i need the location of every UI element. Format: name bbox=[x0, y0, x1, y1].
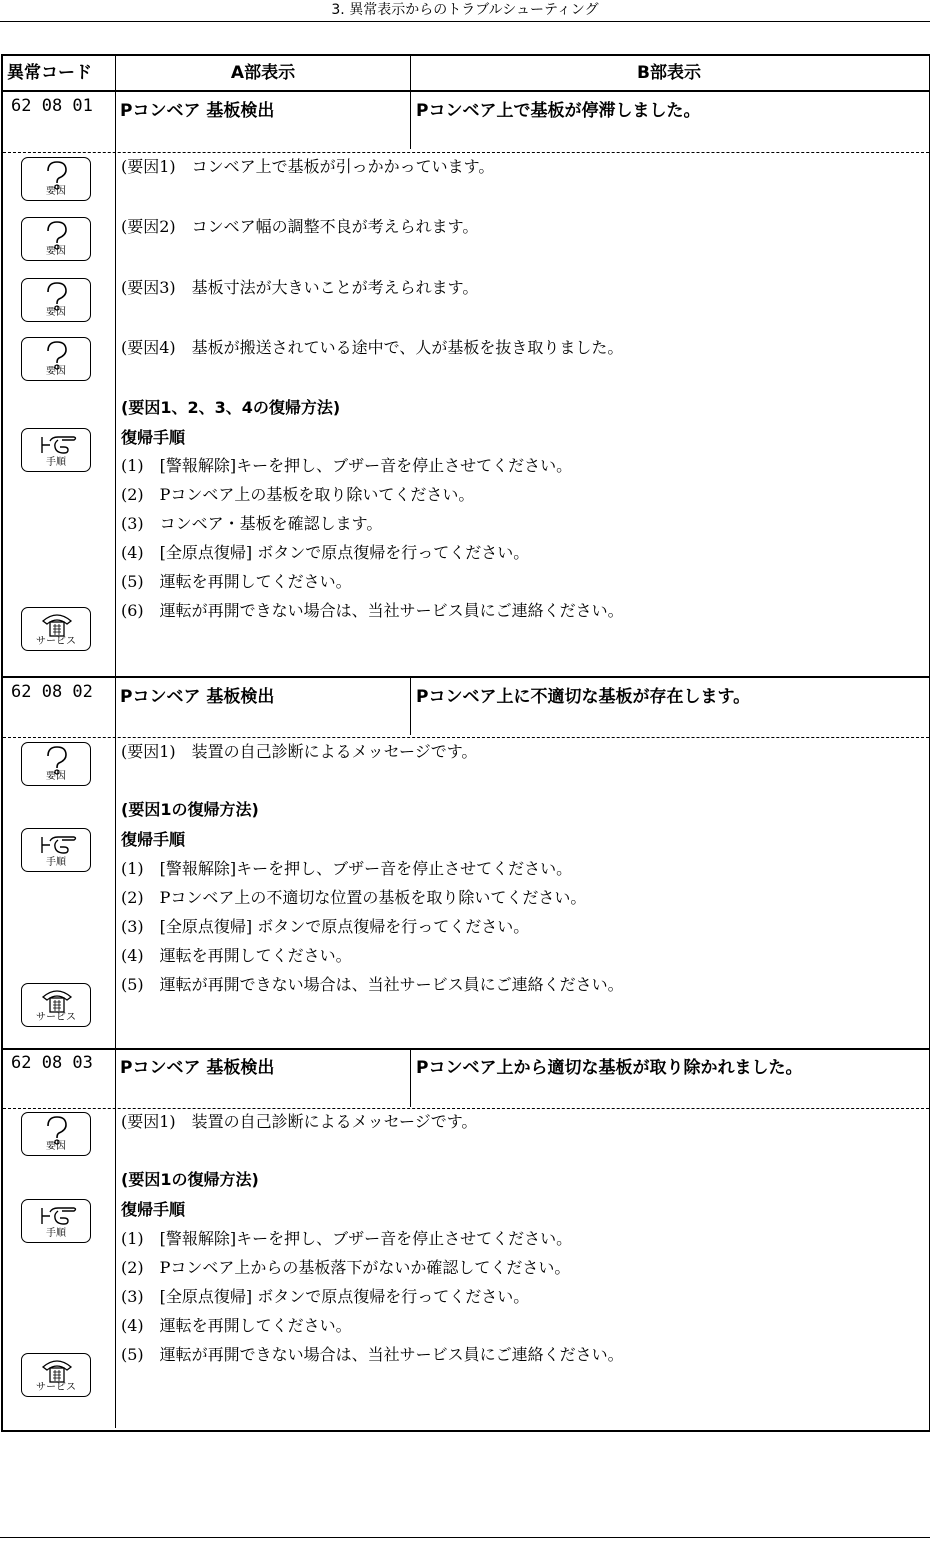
col-divider-2-row2 bbox=[410, 678, 411, 735]
row3-step-3: (3) [全原点復帰] ボタンで原点復帰を行ってください。 bbox=[121, 1287, 530, 1306]
cause-icon bbox=[21, 157, 91, 201]
procedure-icon bbox=[21, 828, 91, 872]
cause-icon bbox=[21, 337, 91, 381]
service-icon-label: サービス bbox=[36, 1382, 76, 1393]
row1-step-4: (4) [全原点復帰] ボタンで原点復帰を行ってください。 bbox=[121, 543, 530, 562]
row3-recovery-heading: (要因1の復帰方法) bbox=[121, 1170, 259, 1189]
cause-icon-label: 要因 bbox=[46, 307, 66, 318]
row2-code: 62 08 02 bbox=[11, 682, 93, 702]
row1-a-display: Pコンベア 基板検出 bbox=[120, 101, 275, 121]
row2-step-1: (1) [警報解除]キーを押し、ブザー音を停止させてください。 bbox=[121, 859, 573, 878]
procedure-icon bbox=[21, 428, 91, 472]
row3-step-5: (5) 運転が再開できない場合は、当社サービス員にご連絡ください。 bbox=[121, 1345, 624, 1364]
procedure-icon-label: 手順 bbox=[46, 1228, 66, 1239]
row3-b-display: Pコンベア上から適切な基板が取り除かれました。 bbox=[416, 1058, 803, 1078]
row3-cause-1: (要因1) 装置の自己診断によるメッセージです。 bbox=[121, 1112, 478, 1131]
trouble-table bbox=[1, 54, 930, 1432]
row3-step-2: (2) Pコンベア上からの基板落下がないか確認してください。 bbox=[121, 1258, 571, 1277]
row2-steps-heading: 復帰手順 bbox=[121, 830, 186, 849]
cause-icon-label: 要因 bbox=[46, 1141, 66, 1152]
cause-icon-label: 要因 bbox=[46, 186, 66, 197]
row2-recovery-heading: (要因1の復帰方法) bbox=[121, 800, 259, 819]
row3-code: 62 08 03 bbox=[11, 1053, 93, 1073]
row1-step-6: (6) 運転が再開できない場合は、当社サービス員にご連絡ください。 bbox=[121, 601, 624, 620]
col-divider-2-row3 bbox=[410, 1050, 411, 1107]
row3-steps-heading: 復帰手順 bbox=[121, 1200, 186, 1219]
header-code: 異常コード bbox=[7, 63, 92, 83]
row3-a-display: Pコンベア 基板検出 bbox=[120, 1058, 275, 1078]
row1-cause-4: (要因4) 基板が搬送されている途中で、人が基板を抜き取りました。 bbox=[121, 338, 624, 357]
procedure-icon bbox=[21, 1199, 91, 1243]
service-icon bbox=[21, 1353, 91, 1397]
cause-icon bbox=[21, 217, 91, 261]
row1-steps-heading: 復帰手順 bbox=[121, 428, 186, 447]
cause-icon bbox=[21, 1112, 91, 1156]
row1-step-3: (3) コンベア・基板を確認します。 bbox=[121, 514, 383, 533]
header-b: B部表示 bbox=[637, 63, 701, 83]
row2-dashed-rule bbox=[3, 737, 929, 738]
cause-icon bbox=[21, 278, 91, 322]
row3-step-1: (1) [警報解除]キーを押し、ブザー音を停止させてください。 bbox=[121, 1229, 573, 1248]
row2-step-4: (4) 運転を再開してください。 bbox=[121, 946, 352, 965]
row2-step-2: (2) Pコンベア上の不適切な位置の基板を取り除いてください。 bbox=[121, 888, 587, 907]
cause-icon bbox=[21, 742, 91, 786]
row1-step-2: (2) Pコンベア上の基板を取り除いてください。 bbox=[121, 485, 475, 504]
row2-b-display: Pコンベア上に不適切な基板が存在します。 bbox=[416, 687, 751, 707]
service-icon bbox=[21, 983, 91, 1027]
row1-recovery-heading: (要因1、2、3、4の復帰方法) bbox=[121, 398, 341, 417]
row2-a-display: Pコンベア 基板検出 bbox=[120, 687, 275, 707]
row2-bottom-rule bbox=[3, 1048, 929, 1050]
header-rule bbox=[0, 21, 930, 22]
row1-dashed-rule bbox=[3, 152, 929, 153]
service-icon-label: サービス bbox=[36, 636, 76, 647]
service-icon bbox=[21, 607, 91, 651]
row1-cause-2: (要因2) コンベア幅の調整不良が考えられます。 bbox=[121, 217, 479, 236]
row1-b-display: Pコンベア上で基板が停滞しました。 bbox=[416, 101, 701, 121]
row1-step-5: (5) 運転を再開してください。 bbox=[121, 572, 352, 591]
page-header: 3. 異常表示からのトラブルシューティング bbox=[331, 2, 599, 18]
col-divider-2-row1 bbox=[410, 92, 411, 149]
cause-icon-label: 要因 bbox=[46, 246, 66, 257]
row2-step-3: (3) [全原点復帰] ボタンで原点復帰を行ってください。 bbox=[121, 917, 530, 936]
row1-bottom-rule bbox=[3, 676, 929, 678]
row2-cause-1: (要因1) 装置の自己診断によるメッセージです。 bbox=[121, 742, 478, 761]
col-divider-1 bbox=[115, 56, 116, 1428]
row1-code: 62 08 01 bbox=[11, 96, 93, 116]
row1-cause-1: (要因1) コンベア上で基板が引っかかっています。 bbox=[121, 157, 495, 176]
row3-dashed-rule bbox=[3, 1108, 929, 1109]
cause-icon-label: 要因 bbox=[46, 771, 66, 782]
footer-rule bbox=[0, 1537, 930, 1538]
row1-step-1: (1) [警報解除]キーを押し、ブザー音を停止させてください。 bbox=[121, 456, 573, 475]
header-bottom-rule bbox=[3, 90, 929, 92]
row3-step-4: (4) 運転を再開してください。 bbox=[121, 1316, 352, 1335]
service-icon-label: サービス bbox=[36, 1012, 76, 1023]
cause-icon-label: 要因 bbox=[46, 366, 66, 377]
row2-step-5: (5) 運転が再開できない場合は、当社サービス員にご連絡ください。 bbox=[121, 975, 624, 994]
header-a: A部表示 bbox=[230, 63, 296, 83]
row1-cause-3: (要因3) 基板寸法が大きいことが考えられます。 bbox=[121, 278, 479, 297]
procedure-icon-label: 手順 bbox=[46, 457, 66, 468]
procedure-icon-label: 手順 bbox=[46, 857, 66, 868]
